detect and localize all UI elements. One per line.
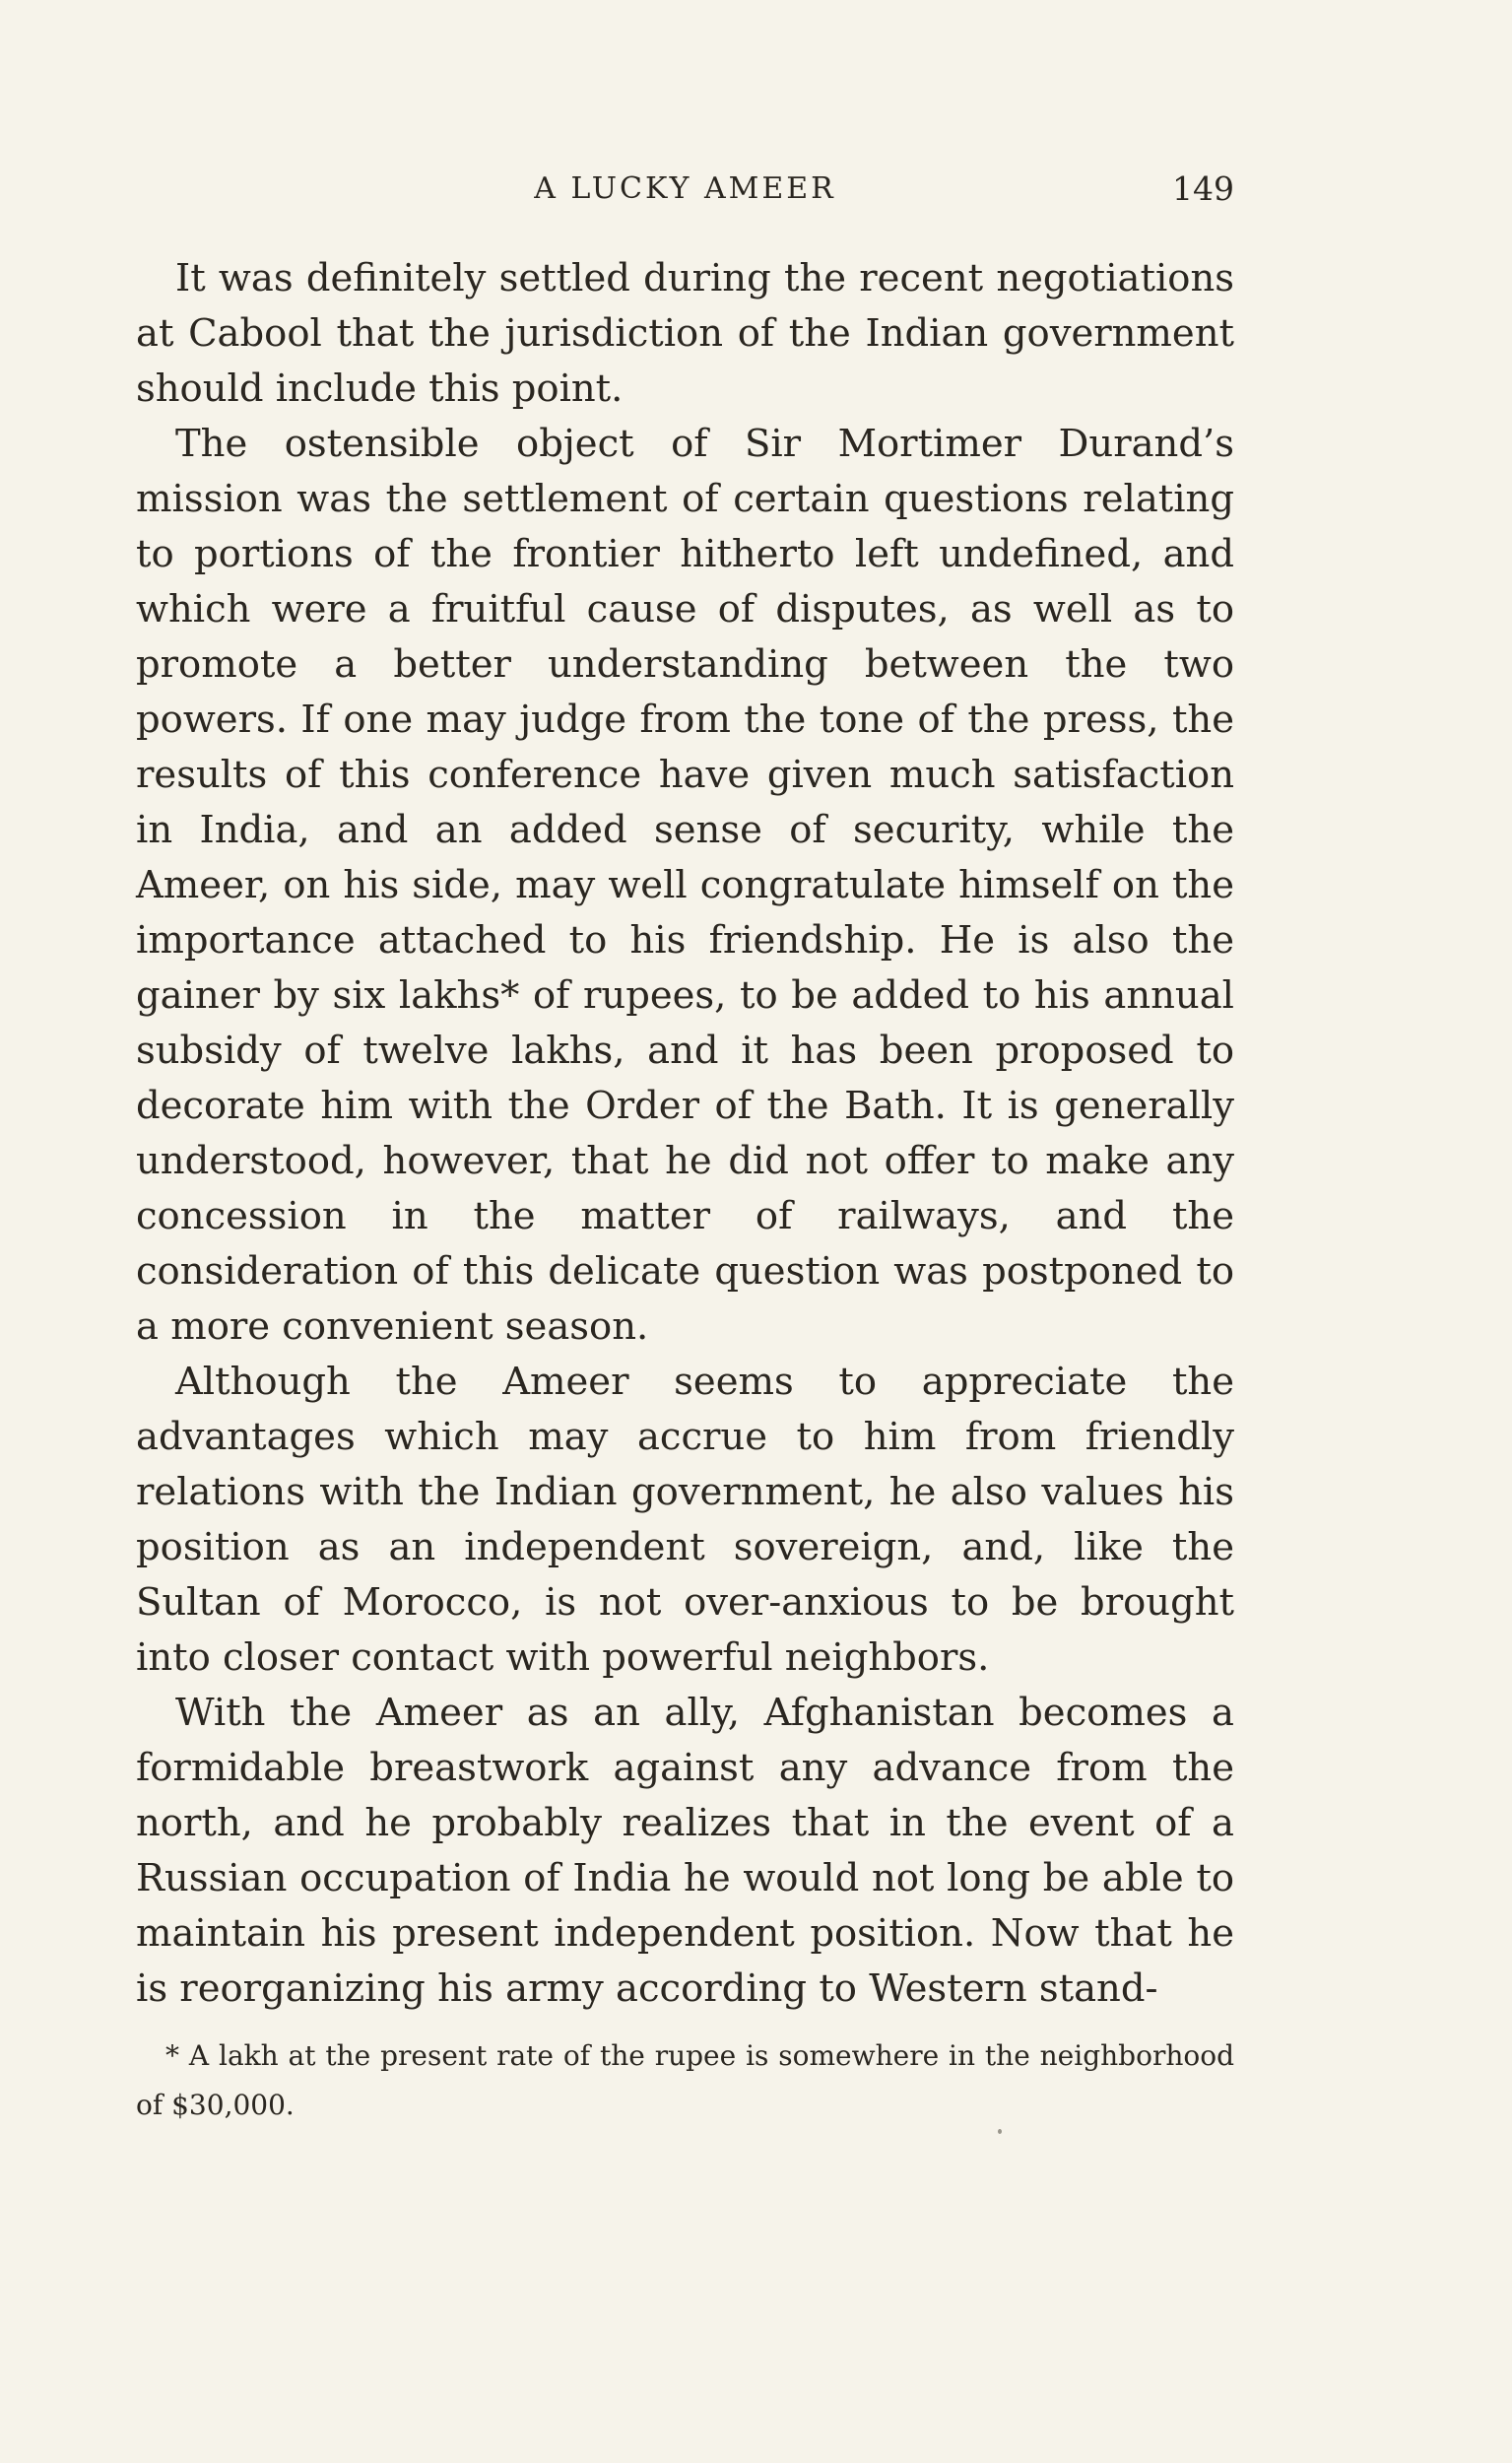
paragraph: Although the Ameer seems to appreciate the advantages which may accrue to him from friendly relations with the Indian government, he also values his position as an independent sovereign, and, like the Sultan of Morocco, is not over-anxious to be brought into closer contact with powerful neighbors. — [136, 1360, 1234, 1680]
paragraph: The ostensible object of Sir Mortimer Durand’s mission was the settlement of certain questions relating to portions of the frontier hitherto left undefined, and which were a fruitful cause of disputes, as well as to promote a better understanding between the two powers. If one may judge from the tone of the press, the results of this conference have given much satisfaction in India, and an added sense of security, while the Ameer, on his side, may well congratulate himself on the importance attached to his friendship. He is also the gainer by six lakhs* of rupees, to be added to his annual subsidy of twelve lakhs, and it has been proposed to decorate him with the Order of the Bath. It is generally understood, however, that he did not offer to make any concession in the matter of railways, and the consideration of this delicate question was postponed to a more convenient season. — [136, 422, 1234, 1349]
footnote-text: * A lakh at the present rate of the rupee is somewhere in the neighborhood of $30,000. — [136, 2039, 1234, 2121]
paragraph: With the Ameer as an ally, Afghanistan becomes a formidable breastwork against any advance from the north, and he probably realizes that in the event of a Russian occupation of India he would not long be able to maintain his present independent position. Now that he is reorganizing his army according to Western stand- — [136, 1691, 1234, 2011]
body-text — [136, 251, 1234, 2017]
footnote — [136, 2031, 1234, 2130]
paper-speck — [998, 2129, 1002, 2134]
paragraph: It was definitely settled during the recent negotiations at Cabool that the jurisdiction of the Indian government should include this point. — [136, 256, 1234, 411]
running-title: A LUCKY AMEER — [534, 171, 836, 206]
page-number: 149 — [1172, 169, 1234, 208]
running-head — [136, 166, 1234, 213]
